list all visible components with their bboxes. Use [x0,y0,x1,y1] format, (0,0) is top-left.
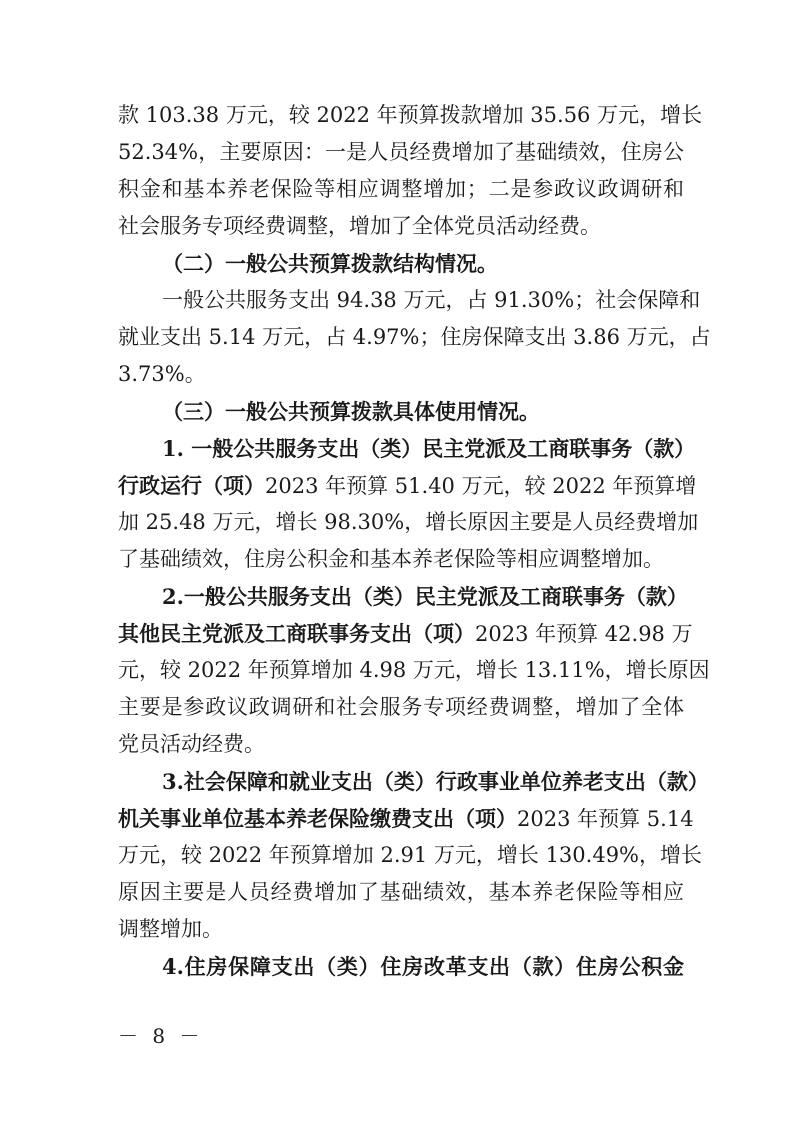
page-number: － 8 － [118,1024,204,1048]
item-3-line [118,800,694,837]
paragraph-line: 3.73%。 [118,362,206,386]
paragraph-line: 党员活动经费。 [118,732,265,756]
item-3-title: 3.社会保障和就业支出（类）行政事业单位养老支出（款） [162,769,709,794]
item-1-title-cont: 行政运行（项） [118,473,265,498]
paragraph-line: 52.34%，主要原因：一是人员经费增加了基础绩效，住房公 [118,140,684,164]
item-4-title: 4.住房保障支出（类）住房改革支出（款）住房公积金 [162,954,684,979]
paragraph-line: 了基础绩效，住房公积金和基本养老保险等相应调整增加。 [118,547,664,571]
paragraph-line: 就业支出 5.14 万元，占 4.97%；住房保障支出 3.86 万元，占 [118,325,711,349]
paragraph-line: 款 103.38 万元，较 2022 年预算拨款增加 35.56 万元，增长 [118,103,703,127]
paragraph-line: 主要是参政议政调研和社会服务专项经费调整，增加了全体 [118,695,684,719]
item-2-text: 2023 年预算 42.98 万 [475,622,693,646]
item-2-title-cont: 其他民主党派及工商联事务支出（项） [118,621,475,646]
item-3-text: 2023 年预算 5.14 [517,807,694,831]
paragraph-line: 社会服务专项经费调整，增加了全体党员活动经费。 [118,214,601,238]
section-heading-usage: （三）一般公共预算拨款具体使用情况。 [162,399,540,424]
item-2-title: 2.一般公共服务支出（类）民主党派及工商联事务（款） [162,584,688,609]
item-3-title-cont: 机关事业单位基本养老保险缴费支出（项） [118,806,517,831]
paragraph-line: 加 25.48 万元，增长 98.30%，增长原因主要是人员经费增加 [118,510,699,534]
paragraph-line: 原因主要是人员经费增加了基础绩效，基本养老保险等相应 [118,880,684,904]
item-1-title: 1. 一般公共服务支出（类）民主党派及工商联事务（款） [162,436,696,461]
item-2-line [118,615,693,652]
section-heading-structure: （二）一般公共预算拨款结构情况。 [162,251,498,276]
paragraph-line: 一般公共服务支出 94.38 万元，占 91.30%；社会保障和 [162,288,701,312]
paragraph-line: 调整增加。 [118,917,223,941]
paragraph-line: 元，较 2022 年预算增加 4.98 万元，增长 13.11%，增长原因 [118,658,710,682]
document-page [118,97,711,985]
item-1-line [118,467,697,504]
paragraph-line: 积金和基本养老保险等相应调整增加；二是参政议政调研和 [118,177,684,201]
paragraph-line: 万元，较 2022 年预算增加 2.91 万元，增长 130.49%，增长 [118,843,703,867]
item-1-text: 2023 年预算 51.40 万元，较 2022 年预算增 [265,474,697,498]
